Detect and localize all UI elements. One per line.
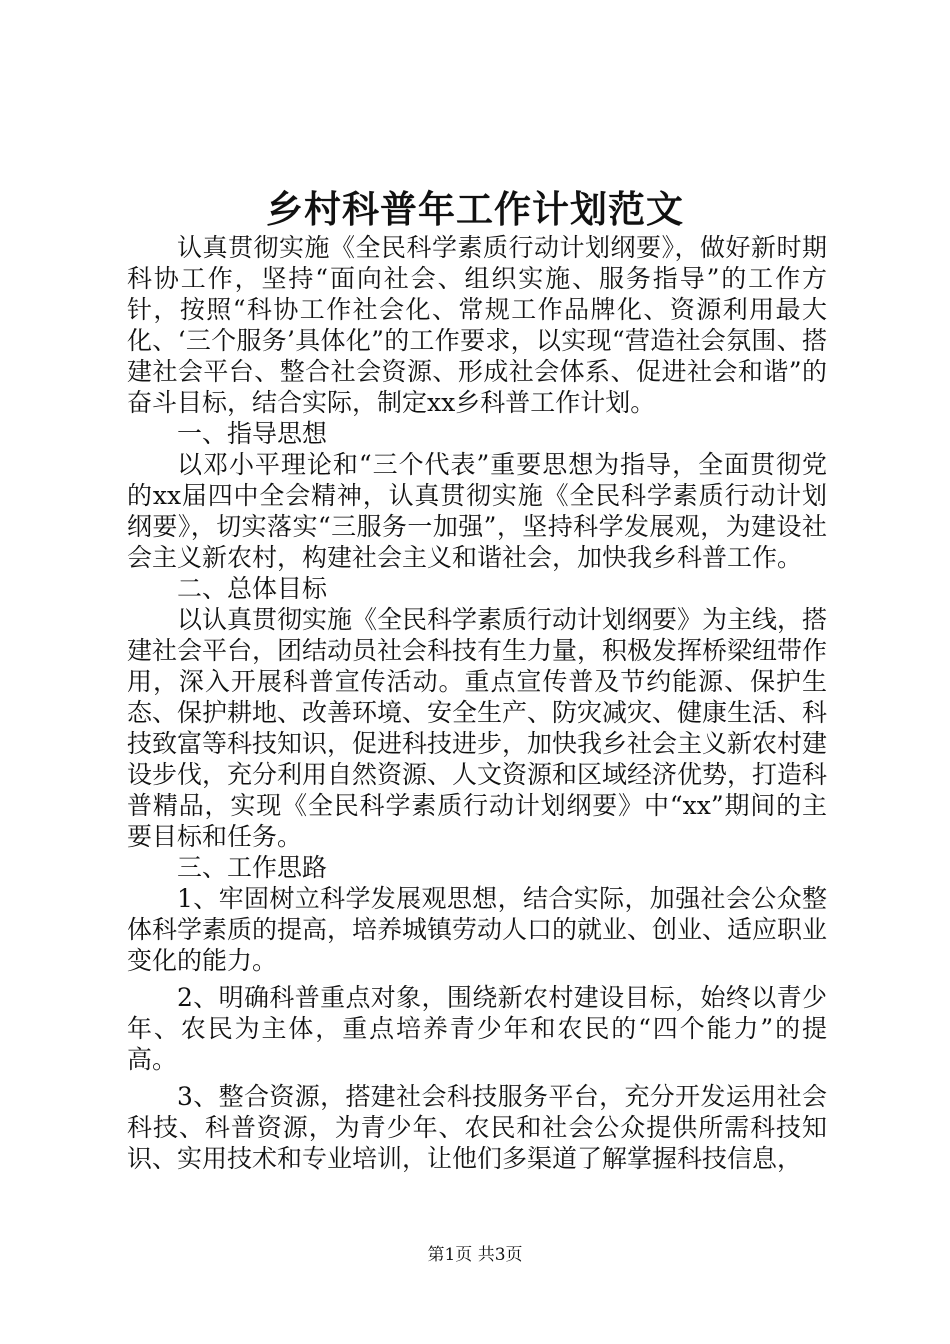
document-title: 乡村科普年工作计划范文 <box>266 187 684 231</box>
guiding-ideology-paragraph: 以邓小平理论和“三个代表”重要思想为指导，全面贯彻党的xx届四中全会精神，认真贯彻实施《全民科学素质行动计划纲要》，切实落实“三服务一加强”，坚持科学发展观，为建设社会主义新农村，构建社会主义和谐社会，加快我乡科普工作。 <box>127 450 827 572</box>
intro-paragraph: 认真贯彻实施《全民科学素质行动计划纲要》，做好新时期科协工作，坚持“面向社会、组织实施、服务指导”的工作方针，按照“科协工作社会化、常规工作品牌化、资源利用最大化、‘三个服务’具体化”的工作要求，以实现“营造社会氛围、搭建社会平台、整合社会资源、形成社会体系、促进社会和谐”的奋斗目标，结合实际，制定xx乡科普工作计划。 <box>127 233 827 417</box>
page-footer: 第1页 共3页 <box>427 1245 523 1265</box>
section-heading-guiding-ideology: 一、指导思想 <box>177 419 328 448</box>
overall-goal-paragraph: 以认真贯彻实施《全民科学素质行动计划纲要》为主线，搭建社会平台，团结动员社会科技有生力量，积极发挥桥梁纽带作用，深入开展科普宣传活动。重点宣传普及节约能源、保护生态、保护耕地、改善环境、安全生产、防灾减灾、健康生活、科技致富等科技知识，促进科技进步，加快我乡社会主义新农村建设步伐，充分利用自然资源、人文资源和区域经济优势，打造科普精品，实现《全民科学素质行动计划纲要》中“xx”期间的主要目标和任务。 <box>127 605 828 851</box>
work-approach-item-2: 2、明确科普重点对象，围绕新农村建设目标，始终以青少年、农民为主体，重点培养青少年和农民的“四个能力”的提高。 <box>127 983 827 1074</box>
section-heading-work-approach: 三、工作思路 <box>177 853 328 882</box>
work-approach-item-3: 3、整合资源，搭建社会科技服务平台，充分开发运用社会科技、科普资源，为青少年、农民和社会公众提供所需科技知识、实用技术和专业培训，让他们多渠道了解掌握科技信息， <box>127 1082 827 1173</box>
work-approach-item-1: 1、牢固树立科学发展观思想，结合实际，加强社会公众整体科学素质的提高，培养城镇劳动人口的就业、创业、适应职业变化的能力。 <box>127 884 828 975</box>
section-heading-overall-goal: 二、总体目标 <box>177 574 328 603</box>
document-body <box>127 232 827 1174</box>
